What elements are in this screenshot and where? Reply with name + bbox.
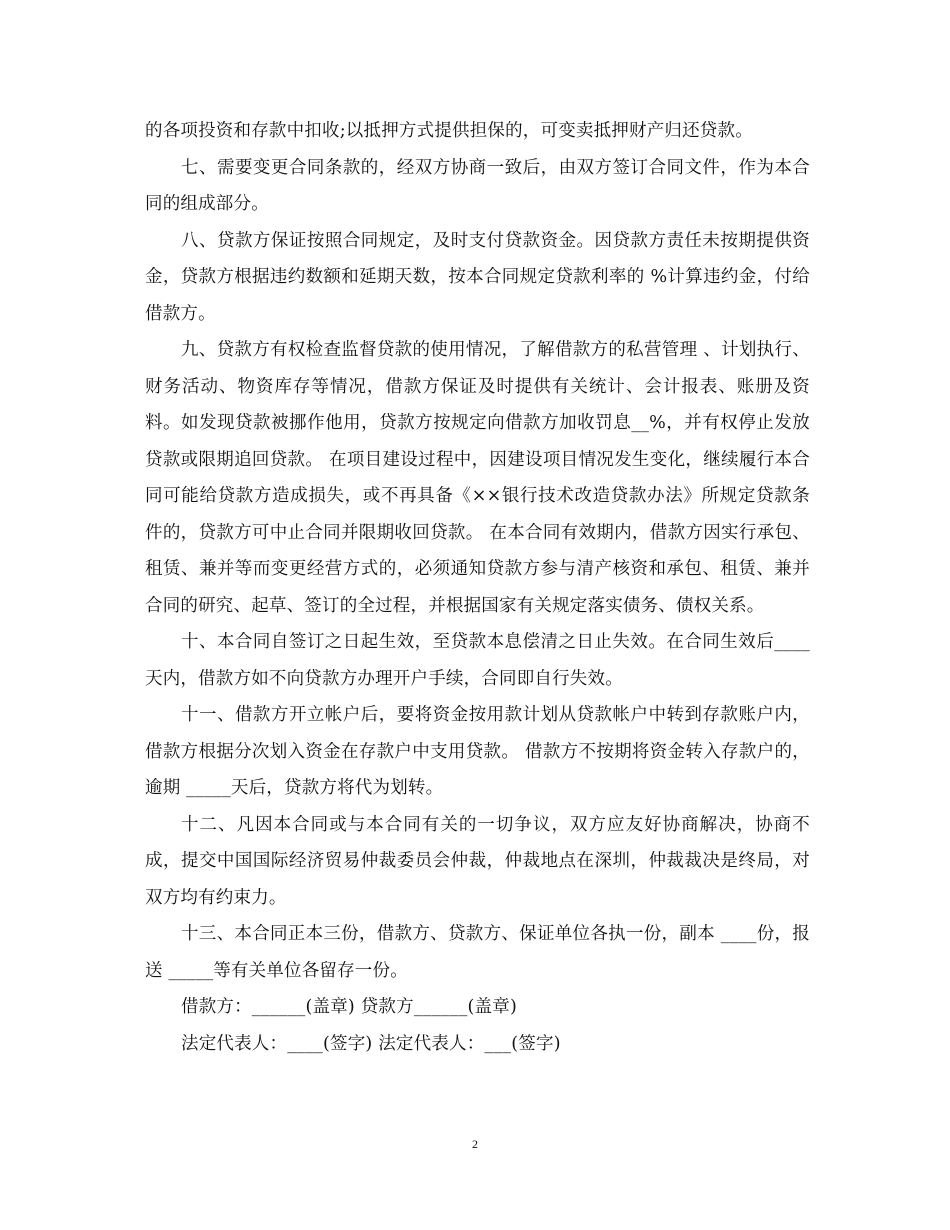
paragraph-clause-11: 十一、借款方开立帐户后，要将资金按用款计划从贷款帐户中转到存款账户内，借款方根据分次划入资金在存款户中支用贷款。 借款方不按期将资金转入存款户的，逾期 _____天后，贷款方将代为划转。 [145,705,810,798]
paragraph-clause-13: 十三、本合同正本三份，借款方、贷款方、保证单位各执一份，副本 ____份，报送 _____等有关单位各留存一份。 [145,924,810,981]
paragraph-clause-7: 七、需要变更合同条款的，经双方协商一致后，由双方签订合同文件，作为本合同的组成部分。 [145,157,810,214]
signature-line-seal: 借款方：______(盖章) 贷款方______(盖章) [181,997,517,1017]
page-number: 2 [472,1137,478,1151]
signature-line-representative: 法定代表人：____(签字) 法定代表人：___(签字) [181,1033,561,1054]
paragraph-clause-12: 十二、凡因本合同或与本合同有关的一切争议，双方应友好协商解决，协商不成，提交中国国际经济贸易仲裁委员会仲裁，仲裁地点在深圳，仲裁裁决是终局，对双方均有约束力。 [145,814,810,908]
document-body [145,113,810,1062]
paragraph-clause-8: 八、贷款方保证按照合同规定，及时支付贷款资金。因贷款方责任未按期提供资金，贷款方根据违约数额和延期天数，按本合同规定贷款利率的 %计算违约金，付给借款方。 [145,230,810,324]
paragraph-continuation: 的各项投资和存款中扣收;以抵押方式提供担保的，可变卖抵押财产归还贷款。 [145,121,753,141]
paragraph-clause-10: 十、本合同自签订之日起生效，至贷款本息偿清之日止失效。在合同生效后____天内，借款方如不向贷款方办理开户手续，合同即自行失效。 [145,632,810,689]
paragraph-clause-9: 九、贷款方有权检查监督贷款的使用情况，了解借款方的私营管理 、计划执行、财务活动、物资库存等情况，借款方保证及时提供有关统计、会计报表、账册及资料。如发现贷款被挪作他用，贷款方按规定向借款方加收罚息__%，并有权停止发放贷款或限期追回贷款。 在项目建设过程中，因建设项目情况发生变化，继续履行本合同可能给贷款方造成损失，或不再具备《××银行技术改造贷款办法》所规定贷款条件的，贷款方可中止合同并限期收回贷款。 在本合同有效期内，借款方因实行承包、租赁、兼并等而变更经营方式的，必须通知贷款方参与清产核资和承包、租赁、兼并合同的研究、起草、签订的全过程，并根据国家有关规定落实债务、债权关系。 [145,340,810,616]
